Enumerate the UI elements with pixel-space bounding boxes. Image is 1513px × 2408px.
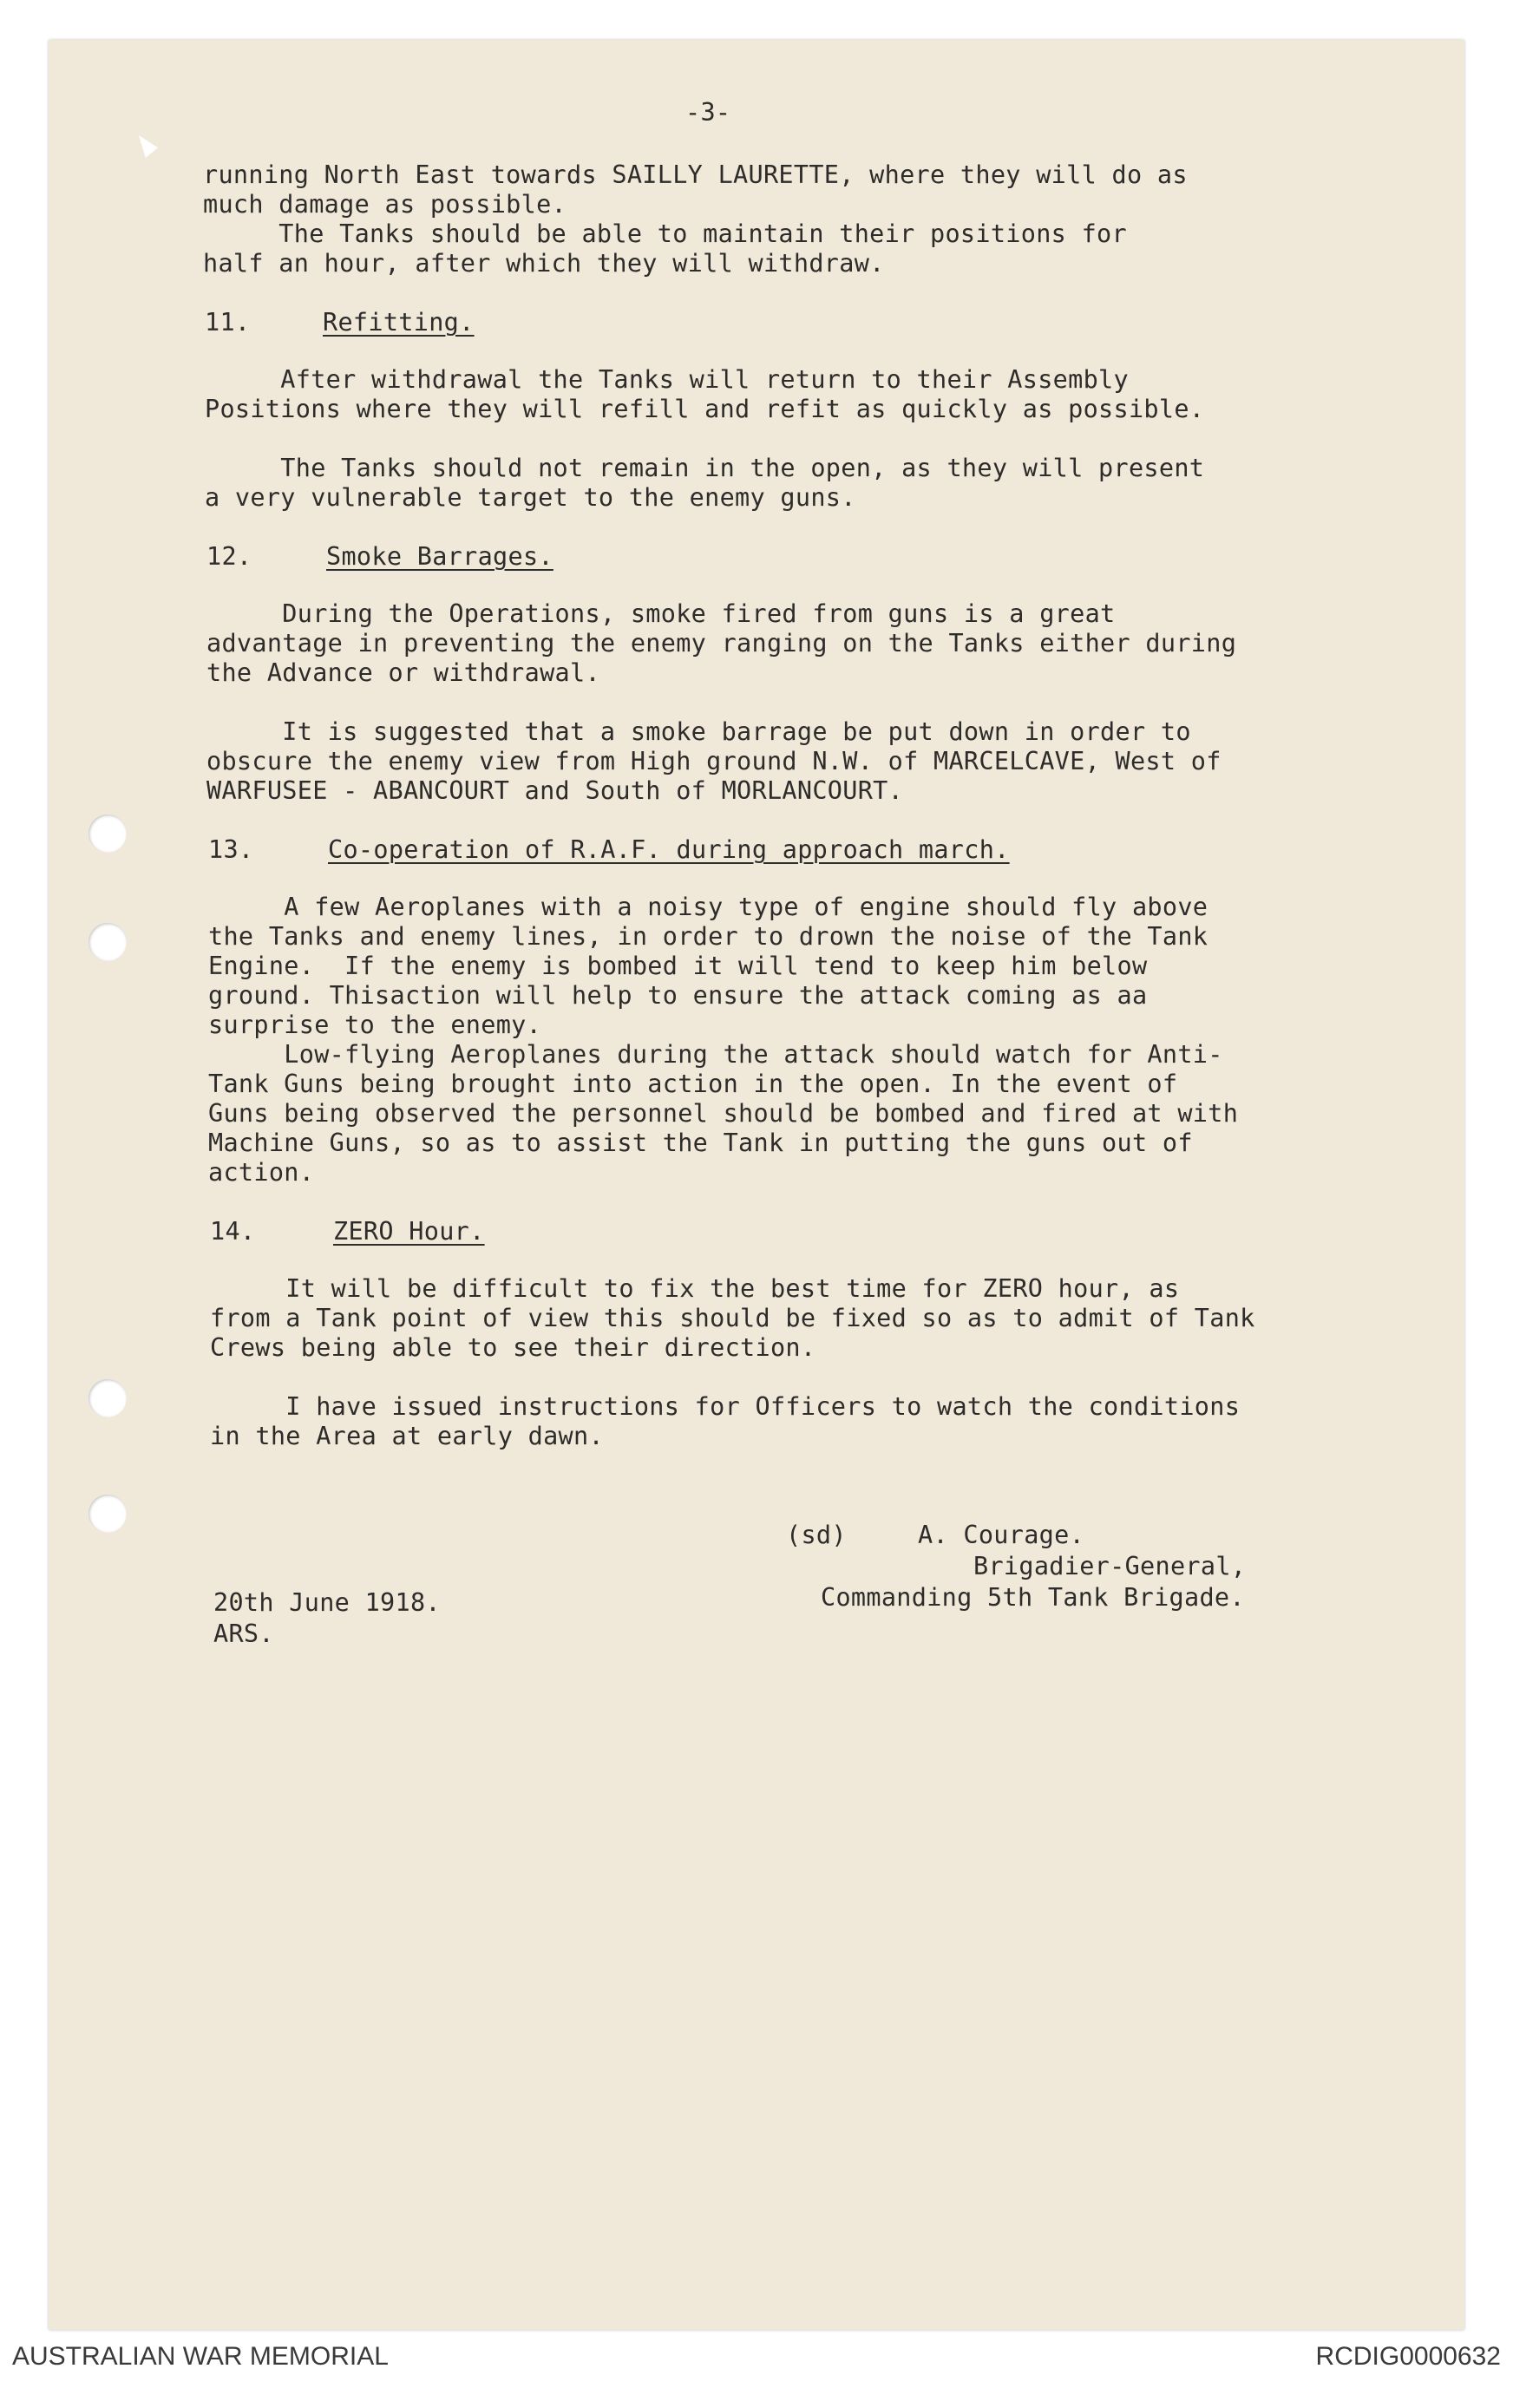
punch-hole	[88, 1379, 127, 1417]
section-number: 12.	[206, 542, 252, 571]
punch-hole	[88, 1495, 127, 1533]
footer-record-id: RCDIG0000632	[1315, 2342, 1501, 2371]
body-line: Engine. If the enemy is bombed it will tend to keep him below	[208, 952, 1148, 980]
body-line: the Tanks and enemy lines, in order to drown the noise of the Tank	[208, 922, 1208, 951]
signature-command: Commanding 5th Tank Brigade.	[821, 1583, 1245, 1612]
body-line: Positions where they will refill and refit as quickly as possible.	[205, 395, 1205, 423]
body-line: It will be difficult to fix the best time for ZERO hour, as	[210, 1274, 1180, 1303]
section-number: 13.	[208, 835, 254, 864]
body-line: running North East towards SAILLY LAURETTE, where they will do as	[203, 160, 1188, 189]
body-line: I have issued instructions for Officers to watch the conditions	[210, 1392, 1241, 1421]
section-heading: Smoke Barrages.	[326, 542, 553, 571]
body-line: ground. Thisaction will help to ensure the attack coming as aa	[208, 981, 1148, 1010]
section-heading: ZERO Hour.	[333, 1217, 485, 1246]
body-line: The Tanks should not remain in the open, as they will present	[205, 454, 1205, 482]
body-line: WARFUSEE - ABANCOURT and South of MORLANCOURT.	[206, 776, 904, 805]
section-number: 11.	[205, 308, 251, 337]
body-line: Guns being observed the personnel should be bombed and fired at with	[208, 1099, 1239, 1128]
body-line: advantage in preventing the enemy ranging on the Tanks either during	[206, 629, 1237, 658]
section-heading: Co-operation of R.A.F. during approach march.	[328, 835, 1010, 864]
section-number: 14.	[210, 1217, 256, 1246]
page-number: -3-	[685, 98, 731, 127]
body-line: in the Area at early dawn.	[210, 1422, 604, 1450]
body-line: a very vulnerable target to the enemy guns.	[205, 483, 856, 512]
torn-corner	[139, 135, 158, 158]
punch-hole	[88, 815, 127, 853]
document-page	[49, 40, 1464, 2330]
body-line: obscure the enemy view from High ground N.W. of MARCELCAVE, West of	[206, 747, 1222, 775]
body-line: The Tanks should be able to maintain their positions for	[203, 219, 1127, 248]
body-line: much damage as possible.	[203, 190, 567, 219]
typist-initials: ARS.	[213, 1620, 274, 1648]
body-line: half an hour, after which they will withdraw.	[203, 249, 885, 278]
footer-archive-name: AUSTRALIAN WAR MEMORIAL	[12, 2342, 389, 2371]
signature-prefix: (sd)	[786, 1521, 847, 1549]
body-line: Machine Guns, so as to assist the Tank in putting the guns out of	[208, 1129, 1193, 1157]
section-heading: Refitting.	[323, 308, 475, 337]
body-line: During the Operations, smoke fired from guns is a great	[206, 599, 1116, 628]
body-line: from a Tank point of view this should be fixed so as to admit of Tank	[210, 1304, 1255, 1332]
signature-name: A. Courage.	[918, 1521, 1085, 1549]
body-line: A few Aeroplanes with a noisy type of engine should fly above	[208, 893, 1208, 921]
body-line: the Advance or withdrawal.	[206, 658, 600, 687]
signature-rank: Brigadier-General,	[973, 1552, 1247, 1580]
body-line: Tank Guns being brought into action in the open. In the event of	[208, 1070, 1178, 1098]
punch-hole	[88, 923, 127, 961]
body-line: It is suggested that a smoke barrage be put down in order to	[206, 717, 1191, 746]
body-line: Crews being able to see their direction.	[210, 1333, 816, 1362]
body-line: surprise to the enemy.	[208, 1011, 542, 1039]
body-line: After withdrawal the Tanks will return to their Assembly	[205, 365, 1129, 394]
body-line: Low-flying Aeroplanes during the attack should watch for Anti-	[208, 1040, 1223, 1069]
document-date: 20th June 1918.	[213, 1588, 441, 1617]
body-line: action.	[208, 1158, 315, 1187]
